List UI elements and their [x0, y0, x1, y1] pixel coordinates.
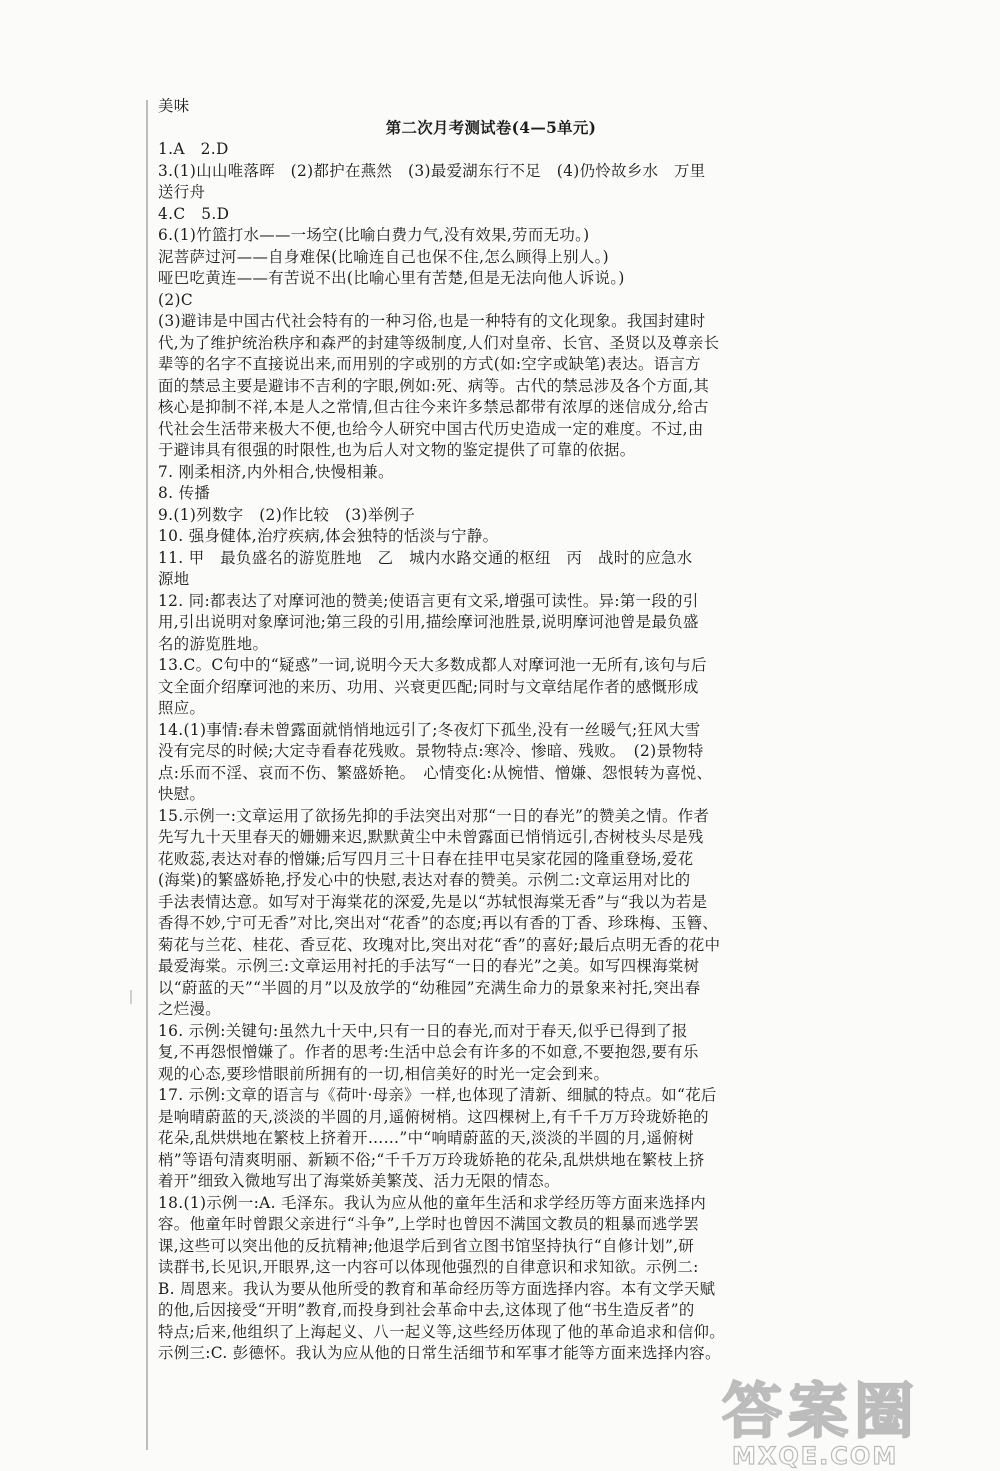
text-line: 观的心态,要珍惜眼前所拥有的一切,相信美好的时光一定会到来。	[158, 1064, 610, 1083]
text-line: 面的禁忌主要是避讳不吉利的字眼,例如:死、病等。古代的禁忌涉及各个方面,其	[158, 376, 710, 395]
text-line: 名的游览胜地。	[158, 634, 269, 653]
text-line: 之烂漫。	[158, 1000, 221, 1018]
text-line: 4.C 5.D	[158, 204, 230, 223]
text-line: 手法表情达意。如写对于海棠花的深爱,先是以“苏轼恨海棠无香”与“我以为若是	[158, 892, 708, 911]
text-line: 于避讳具有很强的时限性,也为后人对文物的鉴定提供了可靠的依据。	[158, 441, 636, 459]
text-line: 源地	[158, 570, 190, 588]
text-line: 代,为了维护统治秩序和森严的封建等级制度,人们对皇帝、长官、圣贤以及尊亲长	[158, 333, 720, 352]
text-line: 快慰。	[158, 785, 206, 803]
section-title: 第二次月考测试卷(4—5单元)	[385, 118, 597, 137]
text-line: 送行舟	[158, 183, 206, 201]
text-line: 辈等的名字不直接说出来,而用别的字或别的方式(如:空字或缺笔)表达。语言方	[158, 355, 701, 373]
text-line: 3.(1)山山唯落晖 (2)都护在燕然 (3)最爱湖东行不足 (4)仍怜故乡水 万里	[158, 161, 706, 180]
text-line: (2)C	[158, 290, 193, 309]
text-line: 14.(1)事情:春未曾露面就悄悄地远引了;冬夜灯下孤坐,没有一丝暖气;狂风大雪	[158, 720, 701, 739]
text-line: 8. 传播	[158, 484, 211, 502]
text-line: (3)避讳是中国古代社会特有的一种习俗,也是一种特有的文化现象。我国封建时	[158, 312, 706, 330]
text-line: 美味	[158, 97, 190, 115]
text-line: 着开”细致入微地写出了海棠娇美繁茂、活力无限的情态。	[158, 1172, 560, 1190]
text-line: 香得不妙,宁可无香”对比,突出对“花香”的态度;再以有香的丁香、珍珠梅、玉簪、	[158, 914, 719, 932]
text-line: 用,引出说明对象摩诃池;第三段的引用,描绘摩诃池胜景,说明摩诃池曾是最负盛	[158, 613, 699, 631]
text-line: 以“蔚蓝的天”“半圆的月”以及放学的“幼稚园”充满生命力的景象来衬托,突出春	[158, 978, 701, 997]
text-line: 7. 刚柔相济,内外相合,快慢相兼。	[158, 462, 394, 481]
text-line: 核心是抑制不祥,本是人之常情,但古往今来许多禁忌都带有浓厚的迷信成分,给古	[158, 398, 709, 416]
text-line: 10. 强身健体,治疗疾病,体会独特的恬淡与宁静。	[158, 527, 499, 545]
text-line: 课,这些可以突出他的反抗精神;他退学后到省立图书馆坚持执行“自修计划”,研	[158, 1236, 695, 1255]
text-line: 1.A 2.D	[158, 140, 229, 158]
answer-text-body	[158, 96, 824, 1365]
text-line: 17. 示例:文章的语言与《荷叶·母亲》一样,也体现了清新、细腻的特点。如“花后	[158, 1086, 717, 1104]
text-line: 最爱海棠。示例三:文章运用衬托的手法写“一日的春光”之美。如写四棵海棠树	[158, 957, 700, 975]
watermark-main-text: 答案圈	[722, 1377, 920, 1447]
text-line: (海棠)的繁盛娇艳,抒发心中的快慰,表达对春的赞美。示例二:文章运用对比的	[158, 871, 691, 889]
text-line: 的他,后因接受“开明”教育,而投身到社会革命中去,这体现了他“书生造反者”的	[158, 1301, 695, 1319]
text-line: 12. 同:都表达了对摩诃池的赞美;使语言更有文采,增强可读性。异:第一段的引	[158, 591, 699, 610]
text-line: 是响晴蔚蓝的天,淡淡的半圆的月,遥俯树梢。这四棵树上,有千千万万玲珑娇艳的	[158, 1107, 709, 1126]
text-line: 示例三:C. 彭德怀。我认为应从他的日常生活细节和军事才能等方面来选择内容。	[158, 1344, 721, 1362]
text-line: 梢”等语句清爽明丽、新颖不俗;“千千万万玲珑娇艳的花朵,乱烘烘地在繁枝上挤	[158, 1150, 705, 1169]
text-line: 18.(1)示例一:A. 毛泽东。我认为应从他的童年生活和求学经历等方面来选择内	[158, 1193, 707, 1212]
text-line: 花败蕊,表达对春的憎嫌;后写四月三十日春在挂甲屯吴家花园的隆重登场,爱花	[158, 849, 694, 868]
watermark-site-text: MXQE.COM	[732, 1442, 899, 1470]
text-line: 哑巴吃黄连——有苦说不出(比喻心里有苦楚,但是无法向他人诉说。)	[158, 269, 625, 287]
text-line: 没有完尽的时候;大定寺看春花残败。景物特点:寒冷、惨暗、残败。 (2)景物特	[158, 742, 704, 760]
text-line: B. 周恩来。我认为要从他所受的教育和革命经历等方面选择内容。本有文学天赋	[158, 1279, 716, 1298]
text-line: 15.示例一:文章运用了欲扬先抑的手法突出对那“一日的春光”的赞美之情。作者	[158, 806, 710, 825]
text-line: 11. 甲 最负盛名的游览胜地 乙 城内水路交通的枢纽 丙 战时的应急水	[158, 548, 693, 567]
text-line: 16. 示例:关键句:虽然九十天中,只有一日的春光,而对于春天,似乎已得到了报	[158, 1021, 688, 1040]
text-line: 先写九十天里春天的姗姗来迟,默默黄尘中未曾露面已悄悄远引,杏树枝头尽是残	[158, 828, 704, 846]
text-line: 花朵,乱烘烘地在繁枝上挤着开……”中“响晴蔚蓝的天,淡淡的半圆的月,遥俯树	[158, 1129, 694, 1147]
text-line: 文全面介绍摩诃池的来历、功用、兴衰更匹配;同时与文章结尾作者的感慨形成	[158, 677, 699, 696]
text-line: 代社会生活带来极大不便,也给今人研究中国古代历史造成一定的难度。不过,由	[158, 419, 704, 438]
text-line: 泥菩萨过河——自身难保(比喻连自己也保不住,怎么顾得上别人。)	[158, 247, 609, 266]
text-line: 读群书,长见识,开眼界,这一内容可以体现他强烈的自律意识和求知欲。示例二:	[158, 1258, 699, 1276]
margin-tick	[130, 990, 132, 1004]
text-line: 点:乐而不淫、哀而不伤、繁盛娇艳。 心情变化:从惋惜、憎嫌、怨恨转为喜悦、	[158, 763, 713, 782]
watermark-logo	[722, 1377, 992, 1471]
text-line: 13.C。C句中的“疑惑”一词,说明今天大多数成都人对摩诃池一无所有,该句与后	[158, 656, 707, 674]
text-line: 复,不再怨恨憎嫌了。作者的思考:生活中总会有许多的不如意,不要抱怨,要有乐	[158, 1043, 699, 1061]
text-line: 菊花与兰花、桂花、香豆花、玫瑰对比,突出对花“香”的喜好;最后点明无香的花中	[158, 935, 721, 954]
text-line: 容。他童年时曾跟父亲进行“斗争”,上学时也曾因不满国文教员的粗暴而逃学罢	[158, 1215, 700, 1233]
text-line: 特点;后来,他组织了上海起义、八一起义等,这些经历体现了他的革命追求和信仰。	[158, 1322, 725, 1341]
text-line: 9.(1)列数字 (2)作比较 (3)举例子	[158, 505, 416, 524]
margin-rule	[146, 100, 148, 1450]
text-line: 照应。	[158, 699, 206, 717]
text-line: 6.(1)竹篮打水——一场空(比喻白费力气,没有效果,劳而无功。)	[158, 226, 590, 244]
